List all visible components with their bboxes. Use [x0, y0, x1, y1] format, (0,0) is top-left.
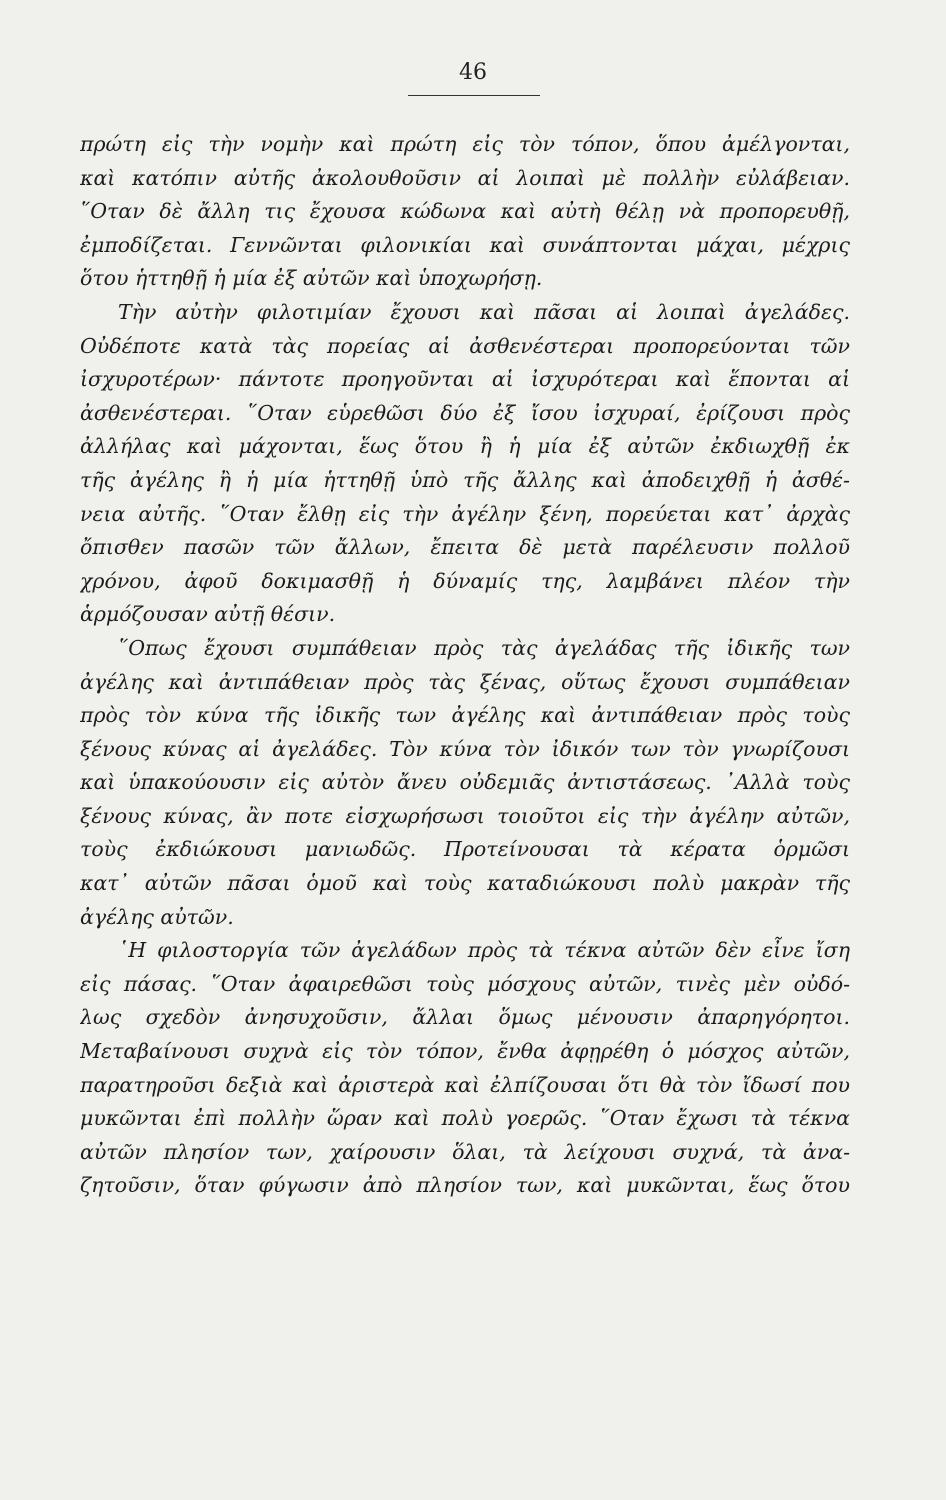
- text-line: νεια αὐτῆς. ῞Οταν ἔλθῃ εἰς τὴν ἀγέλην ξένη, πορεύεται κατ᾿ ἀρχὰς: [80, 501, 850, 526]
- body-text: [80, 128, 850, 1203]
- text-line: ἐμποδίζεται. Γεννῶνται φιλονικίαι καὶ συνάπτονται μάχαι, μέχρις: [80, 232, 850, 257]
- text-line: λως σχεδὸν ἀνησυχοῦσιν, ἄλλαι ὅμως μένουσιν ἀπαρηγόρητοι.: [80, 1005, 850, 1030]
- text-line: ὅτου ἡττηθῇ ἡ μία ἐξ αὐτῶν καὶ ὑποχωρήσῃ.: [80, 266, 543, 291]
- text-line: καὶ κατόπιν αὐτῆς ἀκολουθοῦσιν αἱ λοιπαὶ μὲ πολλὴν εὐλάβειαν.: [80, 165, 850, 190]
- text-line: Μεταβαίνουσι συχνὰ εἰς τὸν τόπον, ἔνθα ἀφῃρέθη ὁ μόσχος αὐτῶν,: [80, 1039, 850, 1064]
- text-line: ῾Η φιλοστοργία τῶν ἀγελάδων πρὸς τὰ τέκνα αὐτῶν δὲν εἶνε ἴση: [118, 938, 850, 963]
- header-rule: [408, 95, 540, 96]
- page-number: 46: [459, 60, 487, 85]
- text-line: Οὐδέποτε κατὰ τὰς πορείας αἱ ἀσθενέστεραι προπορεύονται τῶν: [80, 333, 850, 358]
- text-line: χρόνου, ἀφοῦ δοκιμασθῇ ἡ δύναμίς της, λαμβάνει πλέον τὴν: [80, 568, 850, 593]
- text-line: Τὴν αὐτὴν φιλοτιμίαν ἔχουσι καὶ πᾶσαι αἱ λοιπαὶ ἀγελάδες.: [118, 299, 850, 324]
- text-line: ζητοῦσιν, ὅταν φύγωσιν ἀπὸ πλησίον των, καὶ μυκῶνται, ἕως ὅτου: [80, 1173, 850, 1198]
- text-line: τῆς ἀγέλης ἢ ἡ μία ἡττηθῇ ὑπὸ τῆς ἄλλης καὶ ἀποδειχθῇ ἡ ἀσθέ-: [80, 467, 850, 492]
- text-line: εἰς πάσας. ῞Οταν ἀφαιρεθῶσι τοὺς μόσχους αὐτῶν, τινὲς μὲν οὐδό-: [80, 971, 850, 996]
- text-line: πρώτη εἰς τὴν νομὴν καὶ πρώτη εἰς τὸν τόπον, ὅπου ἀμέλγονται,: [80, 132, 850, 156]
- text-line: αὐτῶν πλησίον των, χαίρουσιν ὅλαι, τὰ λείχουσι συχνά, τὰ ἀνα-: [80, 1139, 850, 1164]
- text-line: πρὸς τὸν κύνα τῆς ἰδικῆς των ἀγέλης καὶ ἀντιπάθειαν πρὸς τοὺς: [80, 703, 850, 728]
- text-line: ἀγέλης αὐτῶν.: [80, 904, 234, 929]
- text-line: ἰσχυροτέρων· πάντοτε προηγοῦνται αἱ ἰσχυρότεραι καὶ ἕπονται αἱ: [80, 367, 850, 392]
- text-line: τοὺς ἐκδιώκουσι μανιωδῶς. Προτείνουσαι τὰ κέρατα ὁρμῶσι: [80, 837, 850, 862]
- text-line: ῞Οταν δὲ ἄλλη τις ἔχουσα κώδωνα καὶ αὐτὴ θέλῃ νὰ προπορευθῇ,: [80, 199, 850, 224]
- text-line: κατ᾿ αὐτῶν πᾶσαι ὁμοῦ καὶ τοὺς καταδιώκουσι πολὺ μακρὰν τῆς: [80, 871, 850, 896]
- text-line: μυκῶνται ἐπὶ πολλὴν ὥραν καὶ πολὺ γοερῶς. ῞Οταν ἔχωσι τὰ τέκνα: [80, 1106, 850, 1131]
- text-line: ῞Οπως ἔχουσι συμπάθειαν πρὸς τὰς ἀγελάδας τῆς ἰδικῆς των: [118, 635, 850, 660]
- text-line: ξένους κύνας αἱ ἀγελάδες. Τὸν κύνα τὸν ἰδικόν των τὸν γνωρίζουσι: [80, 736, 850, 761]
- text-line: ἀλλήλας καὶ μάχονται, ἕως ὅτου ἢ ἡ μία ἐξ αὐτῶν ἐκδιωχθῇ ἐκ: [80, 434, 850, 459]
- text-line: ὄπισθεν πασῶν τῶν ἄλλων, ἔπειτα δὲ μετὰ παρέλευσιν πολλοῦ: [80, 535, 850, 560]
- text-line: παρατηροῦσι δεξιὰ καὶ ἀριστερὰ καὶ ἐλπίζουσαι ὅτι θὰ τὸν ἴδωσί που: [80, 1072, 850, 1097]
- text-line: ξένους κύνας, ἂν ποτε εἰσχωρήσωσι τοιοῦτοι εἰς τὴν ἀγέλην αὐτῶν,: [80, 803, 850, 828]
- text-line: ἀσθενέστεραι. ῞Οταν εὑρεθῶσι δύο ἐξ ἴσου ἰσχυραί, ἐρίζουσι πρὸς: [80, 400, 850, 425]
- text-line: ἀγέλης καὶ ἀντιπάθειαν πρὸς τὰς ξένας, οὕτως ἔχουσι συμπάθειαν: [80, 669, 850, 694]
- text-line: καὶ ὑπακούουσιν εἰς αὐτὸν ἄνευ οὐδεμιᾶς ἀντιστάσεως. ᾿Αλλὰ τοὺς: [80, 770, 850, 795]
- text-line: ἁρμόζουσαν αὐτῇ θέσιν.: [80, 602, 336, 627]
